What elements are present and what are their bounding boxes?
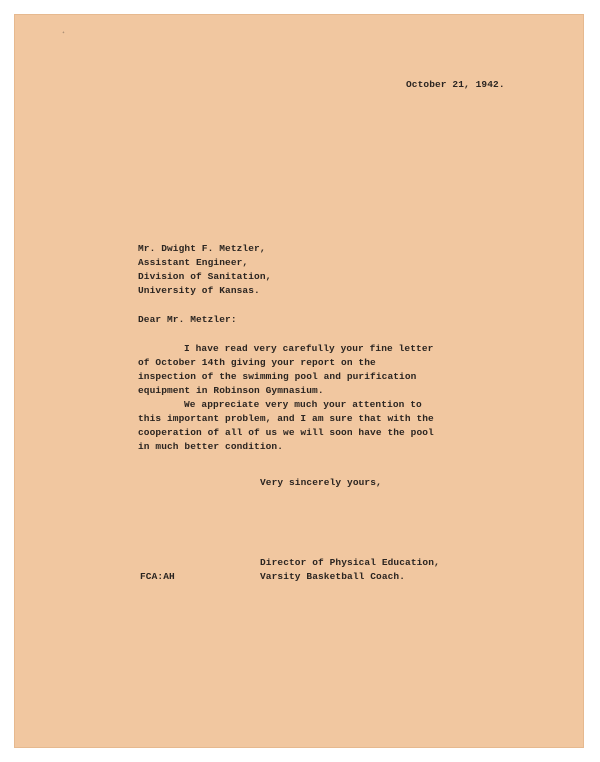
recipient-address-line-3: Division of Sanitation, [138,271,272,282]
recipient-address-line-4: University of Kansas. [138,285,260,296]
letter-date: October 21, 1942. [406,79,505,90]
body-paragraph-2: We appreciate very much your attention to this important problem, and I am sure that with the cooperation of all of us we will soon have the pool in much better condition. [138,399,434,452]
letter-paper [14,14,584,748]
body-paragraph-1: I have read very carefully your fine letter of October 14th giving your report on the inspection of the swimming pool and purification equipment in Robinson Gymnasium. [138,343,434,396]
sender-title-line-2: Varsity Basketball Coach. [260,571,406,582]
sender-title-line-1: Director of Physical Education, [260,557,440,568]
letter-closing: Very sincerely yours, [260,477,382,488]
recipient-address-line-1: Mr. Dwight F. Metzler, [138,243,266,254]
top-left-mark: ᐩ [62,31,65,39]
letter-salutation: Dear Mr. Metzler: [138,314,237,325]
typist-initials: FCA:AH [140,571,175,582]
recipient-address-line-2: Assistant Engineer, [138,257,249,268]
